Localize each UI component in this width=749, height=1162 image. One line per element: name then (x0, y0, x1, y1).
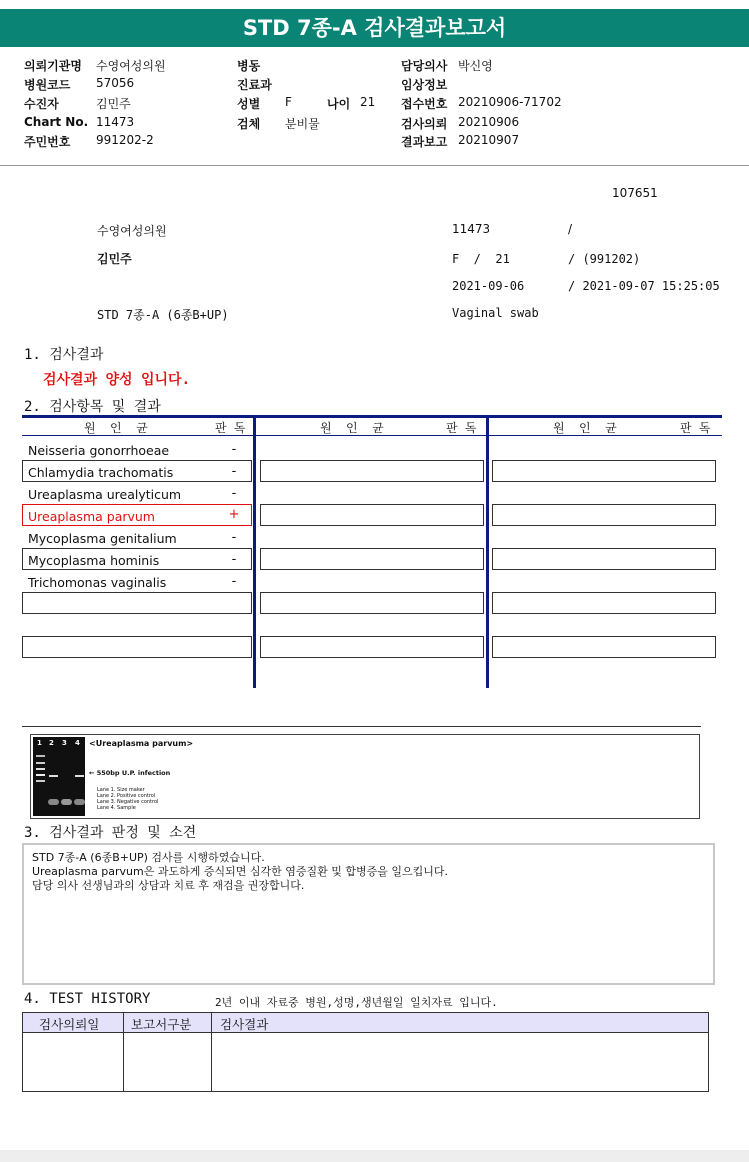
chart-value: 11473 (96, 115, 135, 129)
patient-label: 수진자 (24, 97, 59, 111)
patient-value: 김민주 (96, 97, 131, 111)
pathogen-name: Neisseria gonorrhoeae (28, 443, 170, 458)
gel-legend (97, 787, 158, 811)
summary-patient: 김민주 (97, 252, 132, 266)
history-col-request-date: 검사의뢰일 (39, 1017, 100, 1032)
institution-label: 의뢰기관명 (24, 59, 82, 73)
lane-number: 4 (75, 739, 80, 747)
summary-institution: 수영여성의원 (97, 224, 167, 238)
table-divider-2 (486, 415, 489, 688)
doctor-label: 담당의사 (401, 59, 448, 73)
gel-band (48, 799, 59, 805)
col-result-1: 판 독 (215, 421, 246, 435)
pathogen-result: - (231, 574, 237, 589)
col-result-3: 판 독 (680, 421, 711, 435)
ward-label: 병동 (237, 59, 261, 73)
table-cell-box (492, 460, 716, 482)
page-bottom-band (0, 1150, 749, 1162)
gel-legend-item: Lane 2. Positive control (97, 793, 156, 799)
pathogen-result: - (231, 486, 237, 501)
col-pathogen-2: 원 인 균 (320, 421, 384, 435)
history-col-result: 검사결과 (220, 1017, 269, 1032)
gel-divider (22, 726, 701, 727)
overall-result: 검사결과 양성 입니다. (43, 372, 191, 388)
specimen-value: 분비물 (285, 117, 320, 131)
gel-band (36, 780, 45, 782)
table-divider-1 (253, 415, 256, 688)
table-cell-box (492, 636, 716, 658)
specimen-label: 검체 (237, 117, 261, 131)
pathogen-name: Chlamydia trachomatis (28, 465, 174, 480)
summary-birth: / (991202) (568, 252, 641, 266)
section2-heading: 2. 검사항목 및 결과 (24, 399, 161, 415)
history-note: 2년 이내 자료중 병원,성명,생년월일 일치자료 입니다. (215, 996, 498, 1009)
request-value: 20210906 (458, 115, 520, 129)
resident-label: 주민번호 (24, 135, 71, 149)
table-cell-box (492, 592, 716, 614)
opinion-line: Ureaplasma parvum은 과도하게 증식되면 심각한 염증질환 및 합병증을 일으킵니다. (32, 865, 448, 878)
table-cell-box (260, 592, 484, 614)
pathogen-name: Mycoplasma hominis (28, 553, 160, 568)
gel-band (75, 775, 84, 777)
col-result-2: 판 독 (446, 421, 477, 435)
table-cell-box (492, 504, 716, 526)
section3-heading: 3. 검사결과 판정 및 소견 (24, 825, 197, 841)
gel-band (36, 755, 45, 757)
summary-chart-no: 11473 (452, 222, 491, 236)
table-cell-box (260, 548, 484, 570)
hospital-code-value: 57056 (96, 76, 135, 90)
gel-band (61, 799, 72, 805)
section4-heading: 4. TEST HISTORY (24, 991, 151, 1007)
gel-band (36, 774, 45, 776)
pathogen-result: - (231, 530, 237, 545)
pathogen-result-positive: + (228, 507, 240, 522)
clinical-label: 임상정보 (401, 78, 448, 92)
pathogen-name: Mycoplasma genitalium (28, 531, 177, 546)
summary-test-name: STD 7종-A (6종B+UP) (97, 308, 229, 322)
lane-number: 2 (49, 739, 54, 747)
pathogen-name: Ureaplasma urealyticum (28, 487, 182, 502)
summary-report-datetime: / 2021-09-07 15:25:05 (568, 279, 720, 293)
history-col-divider (211, 1013, 212, 1091)
reception-value: 20210906-71702 (458, 95, 562, 109)
table-cell-box (492, 548, 716, 570)
history-col-report-type: 보고서구분 (131, 1017, 192, 1032)
pathogen-result: - (231, 464, 237, 479)
summary-request-date: 2021-09-06 (452, 279, 525, 293)
table-cell-box (260, 504, 484, 526)
opinion-line: STD 7종-A (6종B+UP) 검사를 시행하였습니다. (32, 851, 265, 864)
lane-number: 3 (62, 739, 67, 747)
gel-panel (30, 734, 700, 819)
summary-sex-age: F / 21 (452, 252, 510, 266)
dept-label: 진료과 (237, 78, 272, 92)
report-label: 결과보고 (401, 135, 448, 149)
gel-band (49, 775, 58, 777)
opinion-box (22, 843, 715, 985)
gel-legend-item: Lane 3. Negative control (97, 799, 159, 805)
gel-band (36, 768, 45, 770)
table-top-border (22, 415, 722, 418)
gel-legend-item: Lane 1. Size maker (97, 787, 145, 793)
section1-heading: 1. 검사결과 (24, 347, 104, 363)
history-header (23, 1013, 708, 1033)
sex-label: 성별 (237, 97, 261, 111)
sex-value: F (285, 95, 292, 109)
pathogen-result: - (231, 552, 237, 567)
lane-number: 1 (37, 739, 42, 747)
request-label: 검사의뢰 (401, 117, 448, 131)
table-cell-box (260, 636, 484, 658)
pathogen-result: - (231, 442, 237, 457)
col-pathogen-1: 원 인 균 (84, 421, 148, 435)
gel-marker-label: ← 550bp U.P. infection (89, 769, 171, 777)
gel-legend-item: Lane 4. Sample (97, 805, 136, 811)
summary-specimen: Vaginal swab (452, 306, 539, 320)
reception-label: 접수번호 (401, 97, 448, 111)
report-title: STD 7종-A 검사결과보고서 (0, 9, 749, 47)
pathogen-name-positive: Ureaplasma parvum (28, 509, 155, 524)
opinion-line: 담당 의사 선생님과의 상담과 치료 후 재검을 권장합니다. (32, 879, 305, 892)
institution-value: 수영여성의원 (96, 59, 166, 73)
pathogen-name: Trichomonas vaginalis (28, 575, 167, 590)
gel-image (33, 737, 85, 816)
table-cell-box (22, 636, 252, 658)
hospital-code-label: 병원코드 (24, 78, 71, 92)
chart-label: Chart No. (24, 115, 89, 129)
history-col-divider (123, 1013, 124, 1091)
table-cell-box (260, 460, 484, 482)
doc-number: 107651 (612, 186, 658, 200)
table-cell-box (22, 592, 252, 614)
header-divider (0, 165, 749, 166)
history-table (22, 1012, 709, 1092)
gel-band (36, 762, 45, 764)
col-pathogen-3: 원 인 균 (553, 421, 617, 435)
resident-value: 991202-2 (96, 133, 154, 147)
report-value: 20210907 (458, 133, 520, 147)
gel-band (74, 799, 85, 805)
age-label: 나이 (327, 97, 351, 111)
doctor-value: 박신영 (458, 59, 493, 73)
age-value: 21 (360, 95, 376, 109)
summary-slash: / (568, 222, 573, 236)
gel-title: <Ureaplasma parvum> (89, 739, 194, 748)
